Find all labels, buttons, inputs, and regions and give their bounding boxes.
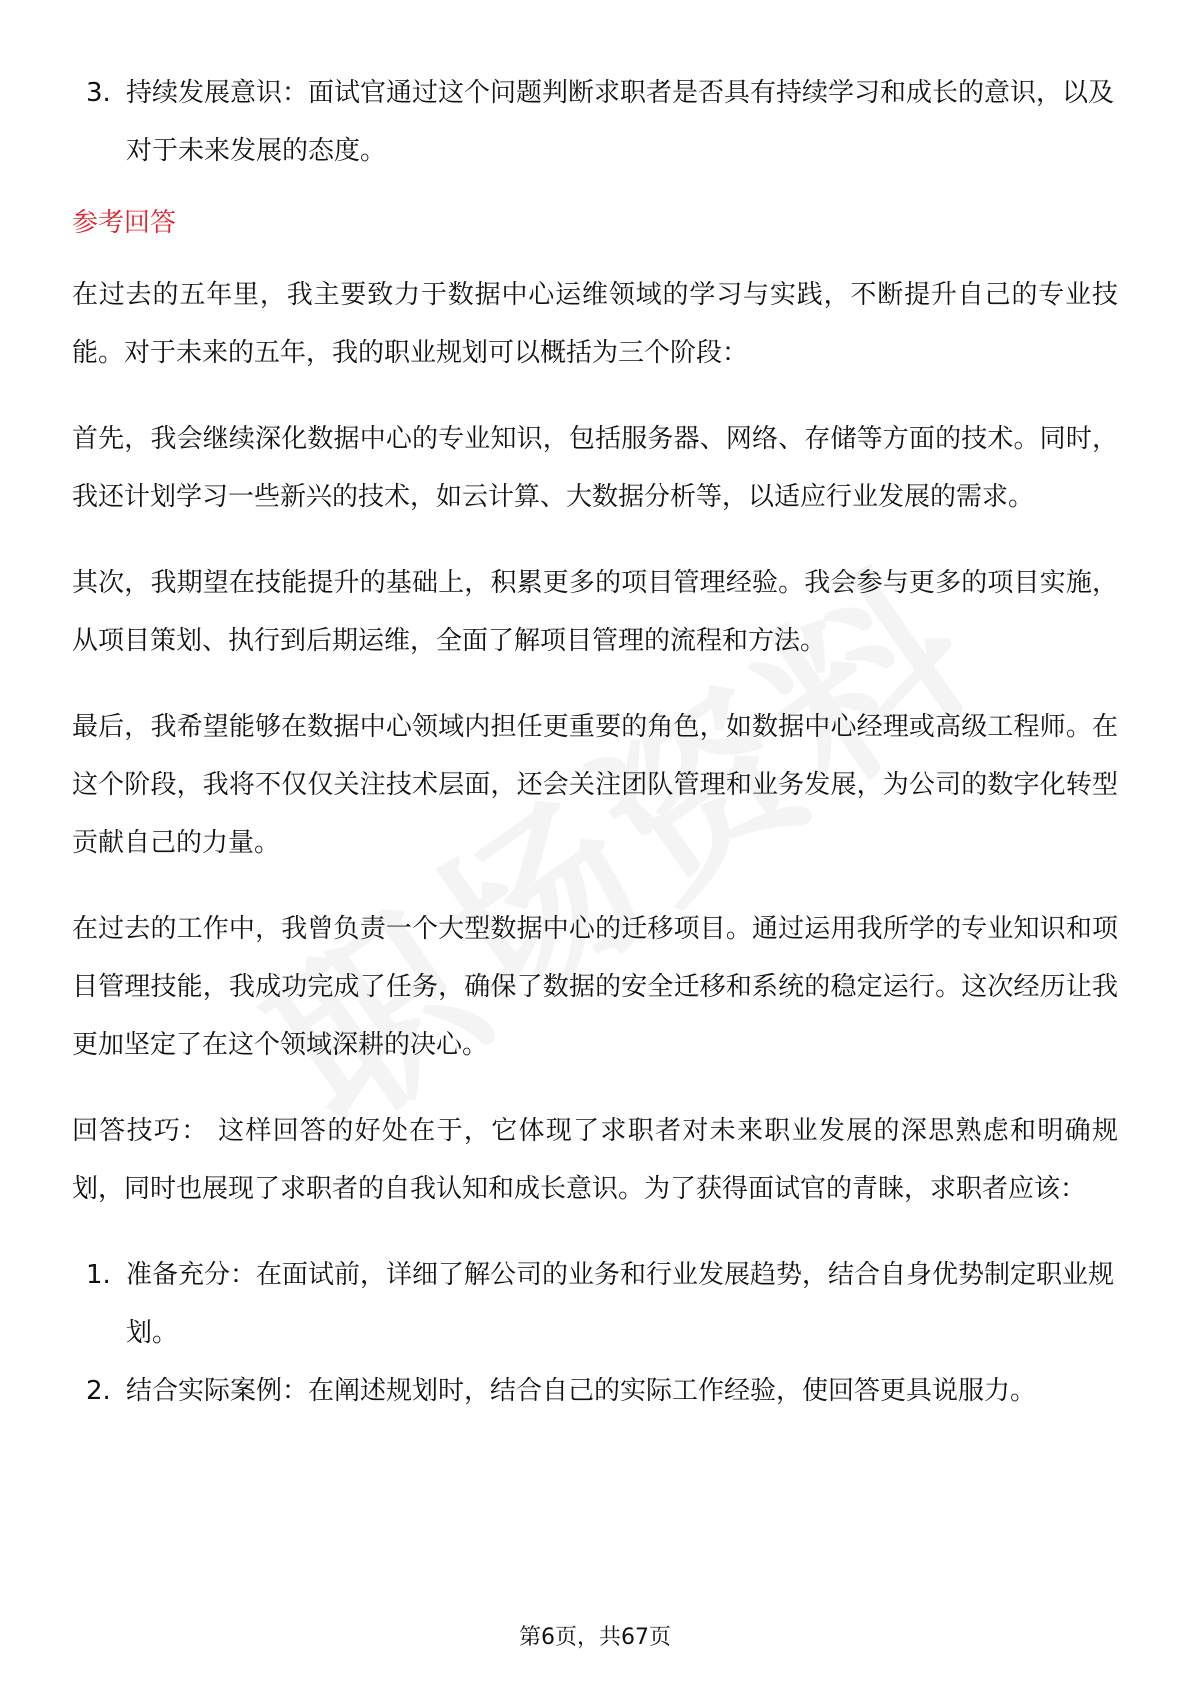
paragraph-tips: 回答技巧： 这样回答的好处在于，它体现了求职者对未来职业发展的深思熟虑和明确规划，同时也展现了求职者的自我认知和成长意识。为了获得面试官的青睐，求职者应该： <box>72 1116 1118 1204</box>
paragraph: 在过去的五年里，我主要致力于数据中心运维领域的学习与实践，不断提升自己的专业技能。对于未来的五年，我的职业规划可以概括为三个阶段： <box>72 280 1118 368</box>
paragraph: 最后，我希望能够在数据中心领域内担任更重要的角色，如数据中心经理或高级工程师。在这个阶段，我将不仅仅关注技术层面，还会关注团队管理和业务发展，为公司的数字化转型贡献自己的力量。 <box>72 712 1118 858</box>
paragraph: 在过去的工作中，我曾负责一个大型数据中心的迁移项目。通过运用我所学的专业知识和项目管理技能，我成功完成了任务，确保了数据的安全迁移和系统的稳定运行。这次经历让我更加坚定了在这个领域深耕的决心。 <box>72 914 1118 1060</box>
list-item <box>72 1246 1118 1362</box>
list-item <box>72 64 1118 180</box>
list-item <box>72 1362 1118 1420</box>
paragraph: 首先，我会继续深化数据中心的专业知识，包括服务器、网络、存储等方面的技术。同时，我还计划学习一些新兴的技术，如云计算、大数据分析等，以适应行业发展的需求。 <box>72 424 1118 512</box>
page-footer: 第6页，共67页 <box>519 1625 671 1650</box>
paragraph: 其次，我期望在技能提升的基础上，积累更多的项目管理经验。我会参与更多的项目实施，从项目策划、执行到后期运维，全面了解项目管理的流程和方法。 <box>72 568 1118 656</box>
list-item-text: 持续发展意识：面试官通过这个问题判断求职者是否具有持续学习和成长的意识，以及对于未来发展的态度。 <box>126 78 1115 166</box>
list-item-text: 结合实际案例：在阐述规划时，结合自己的实际工作经验，使回答更具说服力。 <box>126 1376 1037 1406</box>
section-title: 参考回答 <box>72 208 177 238</box>
list-item-number: 1. <box>86 1260 111 1290</box>
page-content <box>72 64 1118 1420</box>
list-item-number: 2. <box>86 1376 111 1406</box>
list-item-number: 3. <box>86 78 111 108</box>
list-item-text: 准备充分：在面试前，详细了解公司的业务和行业发展趋势，结合自身优势制定职业规划。 <box>126 1260 1115 1348</box>
